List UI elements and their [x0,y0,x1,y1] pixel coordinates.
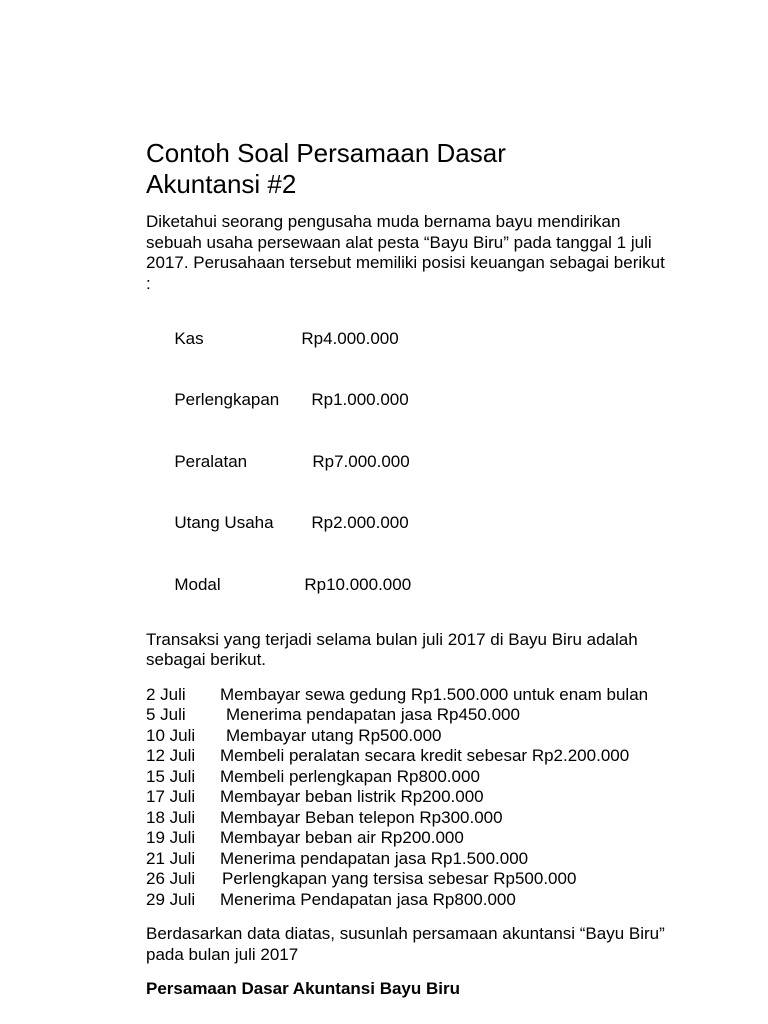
balance-amount: Rp1.000.000 [311,390,409,409]
transaction-row [146,849,666,870]
balance-row [146,554,666,616]
transaction-date: 19 Juli [146,828,196,847]
balance-row [146,308,666,370]
transaction-row [146,808,666,829]
transaction-row [146,705,666,726]
transaction-row [146,767,666,788]
transaction-row [146,726,666,747]
balance-amount: Rp10.000.000 [304,574,412,594]
balance-label: Peralatan [174,451,248,471]
transaction-list [146,685,666,911]
intro-paragraph: Diketahui seorang pengusaha muda bernama bayu mendirikan sebuah usaha persewaan alat pesta “Bayu Biru” pada tanggal 1 juli 2017. Perusahaan tersebut memiliki posisi keuangan sebagai berikut : [146,212,665,293]
page-title [146,138,666,200]
section-heading: Persamaan Dasar Akuntansi Bayu Biru [146,979,460,998]
transaction-row [146,746,666,767]
title-line-2: Akuntansi #2 [146,169,297,199]
transaction-date: 2 Juli [146,684,186,704]
transaction-date: 15 Juli [146,766,196,786]
transaction-desc: Membeli peralatan secara kredit sebesar Rp2.200.000 [220,746,630,765]
balance-label: Utang Usaha [174,513,274,532]
transaction-desc: Menerima pendapatan jasa Rp1.500.000 [220,848,529,868]
transaction-desc: Membayar beban listrik Rp200.000 [220,787,484,806]
transaction-row [146,890,666,911]
transaction-desc: Perlengkapan yang tersisa sebesar Rp500.000 [222,869,577,888]
transaction-date: 29 Juli [146,889,196,909]
transaction-date: 17 Juli [146,787,196,806]
transaction-desc: Menerima Pendapatan jasa Rp800.000 [220,889,516,909]
balance-row [146,370,666,432]
transactions-intro: Transaksi yang terjadi selama bulan juli 2017 di Bayu Biru adalah sebagai berikut. [146,629,638,669]
transaction-row [146,828,666,849]
transaction-row [146,685,666,706]
transaction-desc: Membayar utang Rp500.000 [226,725,442,745]
balance-list [146,308,666,616]
balance-label: Modal [174,574,221,594]
transaction-date: 10 Juli [146,725,196,745]
title-line-1: Contoh Soal Persamaan Dasar [146,138,506,168]
transaction-row [146,869,666,890]
balance-label: Kas [174,328,204,348]
balance-row [146,431,666,493]
transaction-desc: Menerima pendapatan jasa Rp450.000 [226,705,520,724]
document-page [146,138,666,1000]
transaction-desc: Membayar sewa gedung Rp1.500.000 untuk enam bulan [220,684,649,704]
balance-label: Perlengkapan [174,390,280,409]
transaction-date: 21 Juli [146,848,196,868]
transaction-desc: Membeli perlengkapan Rp800.000 [220,766,480,786]
balance-amount: Rp7.000.000 [312,451,410,471]
transaction-date: 5 Juli [146,705,186,724]
transaction-desc: Membayar beban air Rp200.000 [220,828,464,847]
transaction-row [146,787,666,808]
transaction-desc: Membayar Beban telepon Rp300.000 [220,807,503,827]
balance-amount: Rp4.000.000 [301,328,399,348]
transaction-date: 12 Juli [146,746,196,765]
transaction-date: 26 Juli [146,869,196,888]
instruction-paragraph: Berdasarkan data diatas, susunlah persamaan akuntansi “Bayu Biru” pada bulan juli 2017 [146,924,665,964]
balance-amount: Rp2.000.000 [311,513,409,532]
transaction-date: 18 Juli [146,807,196,827]
balance-row [146,493,666,555]
